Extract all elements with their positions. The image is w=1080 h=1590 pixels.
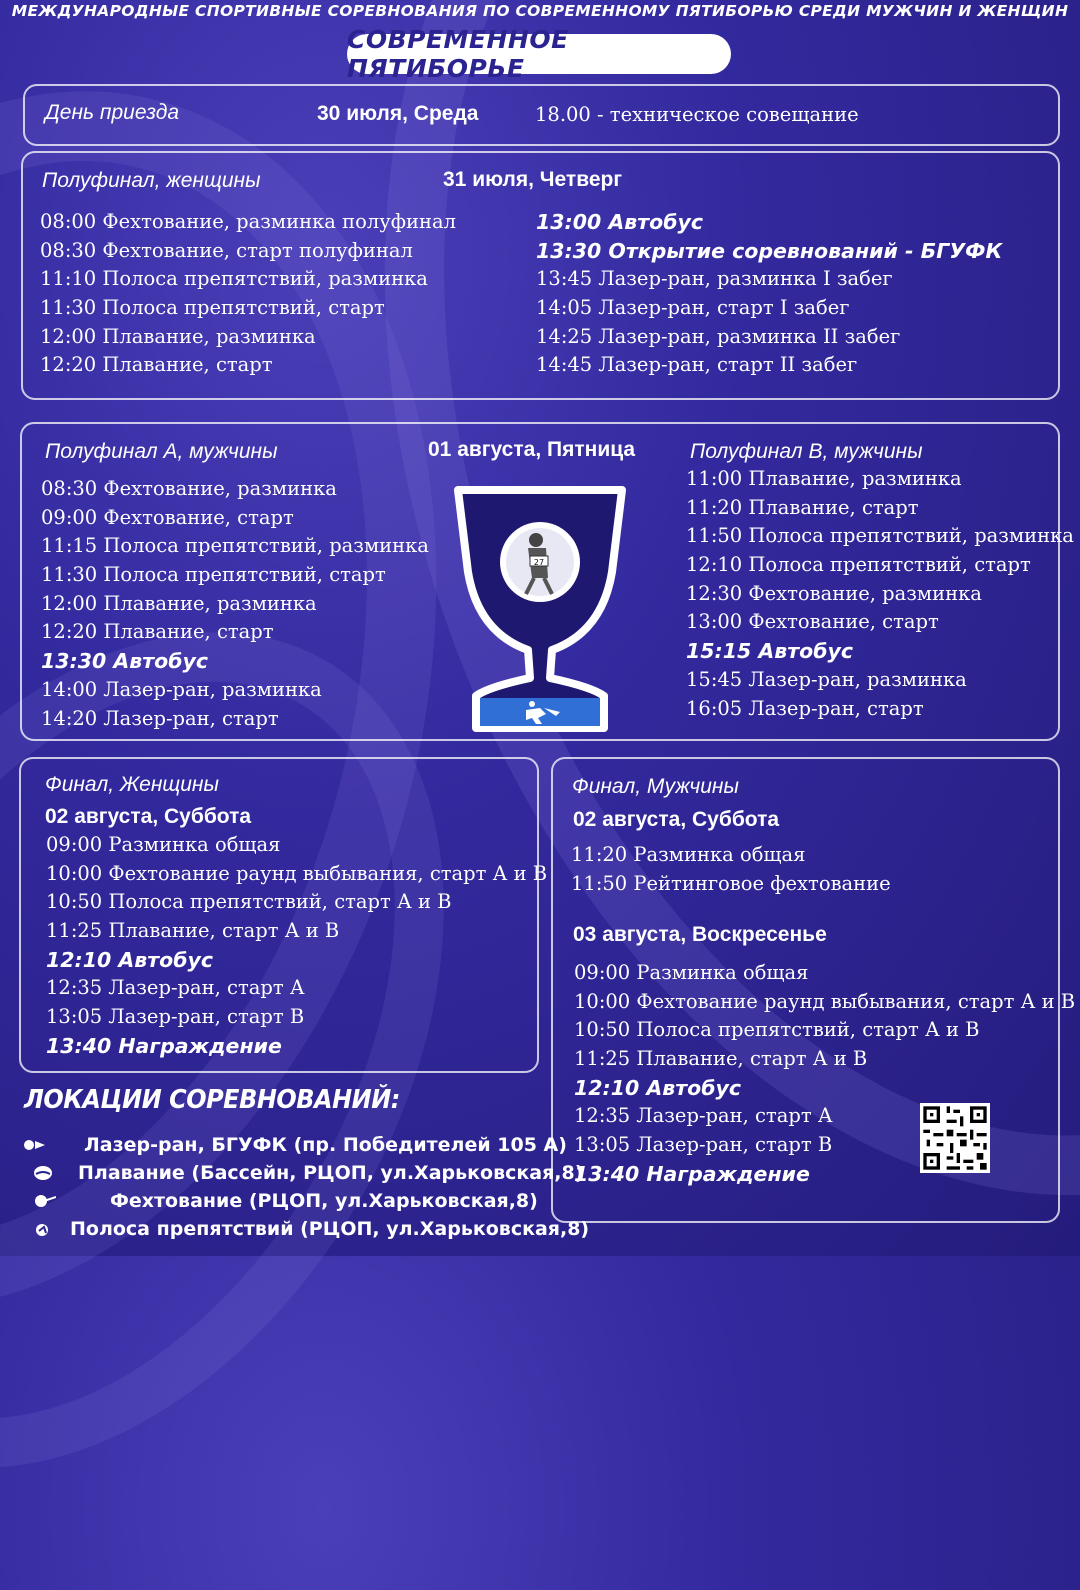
obstacle-icon (34, 1221, 56, 1237)
schedule-item: 11:20 Плавание, старт (686, 495, 919, 519)
day2-right-title: Полуфинал В, мужчины (690, 440, 923, 463)
fencing-icon (34, 1193, 56, 1209)
arrival-date: 30 июля, Среда (317, 102, 479, 125)
schedule-item: 13:30 Открытие соревнований - БГУФК (536, 238, 1003, 263)
schedule-item: 12:10 Автобус (46, 947, 214, 972)
final-men-list1 (571, 841, 891, 898)
schedule-item: 12:35 Лазер-ран, старт А (46, 976, 305, 1000)
final-women-box (19, 757, 548, 1073)
schedule-item: 10:50 Полоса препятствий, старт А и В (46, 890, 452, 914)
location-item: Фехтование (РЦОП, ул.Харьковская,8) (34, 1190, 538, 1212)
schedule-item: 13:40 Награждение (46, 1033, 282, 1058)
trophy-cup-icon (452, 482, 628, 732)
schedule-item: 13:05 Лазер-ран, старт В (46, 1005, 305, 1029)
schedule-item: 13:00 Автобус (536, 210, 704, 234)
schedule-item: 11:25 Плавание, старт А и В (46, 919, 340, 943)
schedule-item: 14:45 Лазер-ран, старт II забег (536, 353, 858, 377)
day1-box (21, 151, 1060, 400)
schedule-item: 11:30 Полоса препятствий, старт (41, 563, 386, 587)
schedule-item: 12:00 Плавание, разминка (41, 591, 317, 615)
schedule-item: 08:30 Фехтование, старт полуфинал (40, 238, 413, 262)
qr-code[interactable] (920, 1103, 990, 1173)
schedule-item: 14:20 Лазер-ран, старт (41, 706, 279, 730)
schedule-item: 10:00 Фехтование раунд выбывания, старт А и В (46, 861, 548, 885)
schedule-item: 12:10 Автобус (574, 1075, 742, 1100)
schedule-item: 13:05 Лазер-ран, старт В (574, 1133, 833, 1157)
schedule-item: 09:00 Фехтование, старт (41, 505, 294, 529)
bib-number: 27 (533, 558, 545, 567)
schedule-item: 10:00 Фехтование раунд выбывания, старт А и В (574, 989, 1076, 1013)
location-item: Полоса препятствий (РЦОП, ул.Харьковская,8) (34, 1218, 589, 1240)
schedule-item: 09:00 Разминка общая (46, 833, 281, 856)
schedule-item: 12:20 Плавание, старт (41, 620, 274, 644)
day1-left-list (40, 208, 456, 380)
location-item: Лазер-ран, БГУФК (пр. Победителей 105 А) (24, 1134, 567, 1156)
schedule-item: 11:50 Рейтинговое фехтование (571, 871, 891, 895)
schedule-item: 13:40 Награждение (574, 1161, 810, 1186)
final-men-date1: 02 августа, Суббота (573, 808, 780, 831)
day2-right-list (686, 465, 1074, 723)
schedule-item: 08:30 Фехтование, разминка (41, 477, 337, 500)
page-title: СОВРЕМЕННОЕ ПЯТИБОРЬЕ (347, 34, 731, 74)
schedule-item: 13:00 Фехтование, старт (686, 610, 939, 634)
event-subtitle: МЕЖДУНАРОДНЫЕ СПОРТИВНЫЕ СОРЕВНОВАНИЯ ПО СОВРЕМЕННОМУ ПЯТИБОРЬЮ СРЕДИ МУЖЧИН И ЖЕНЩИН (11, 2, 1069, 20)
day2-left-title: Полуфинал А, мужчины (45, 440, 278, 463)
schedule-item: 15:45 Лазер-ран, разминка (686, 667, 967, 691)
schedule-item: 11:15 Полоса препятствий, разминка (41, 534, 429, 558)
location-item: Плавание (Бассейн, РЦОП, ул.Харьковская,8) (34, 1162, 583, 1184)
schedule-item: 08:00 Фехтование, разминка полуфинал (40, 210, 456, 233)
arrival-box (23, 84, 1060, 146)
arrival-note: 18.00 - техническое совещание (535, 103, 859, 126)
schedule-item: 09:00 Разминка общая (574, 961, 809, 984)
schedule-item: 12:00 Плавание, разминка (40, 324, 316, 348)
day1-date: 31 июля, Четверг (443, 168, 623, 191)
schedule-item: 13:30 Автобус (41, 649, 209, 674)
schedule-item: 16:05 Лазер-ран, старт (686, 696, 924, 720)
day1-title: Полуфинал, женщины (42, 169, 261, 192)
arrival-label: День приезда (45, 101, 180, 124)
locations-title: ЛОКАЦИИ СОРЕВНОВАНИЙ: (24, 1085, 400, 1115)
schedule-item: 13:45 Лазер-ран, разминка I забег (536, 267, 893, 291)
schedule-item: 14:00 Лазер-ран, разминка (41, 677, 322, 701)
schedule-item: 11:25 Плавание, старт А и В (574, 1047, 868, 1071)
schedule-item: 15:15 Автобус (686, 639, 854, 664)
final-women-title: Финал, Женщины (45, 773, 219, 796)
schedule-item: 11:20 Разминка общая (571, 843, 806, 866)
laser-run-icon (24, 1137, 46, 1153)
schedule-item: 10:50 Полоса препятствий, старт А и В (574, 1018, 980, 1042)
final-men-title: Финал, Мужчины (572, 775, 739, 798)
schedule-item: 14:05 Лазер-ран, старт I забег (536, 296, 850, 320)
schedule-item: 11:10 Полоса препятствий, разминка (40, 267, 428, 291)
schedule-item: 14:25 Лазер-ран, разминка II забег (536, 324, 901, 348)
day2-left-list (41, 475, 429, 733)
final-men-list2 (574, 959, 1075, 1189)
final-men-date2: 03 августа, Воскресенье (573, 923, 827, 946)
schedule-item: 11:50 Полоса препятствий, разминка (686, 524, 1074, 548)
schedule-item: 12:10 Полоса препятствий, старт (686, 553, 1031, 577)
schedule-item: 11:30 Полоса препятствий, старт (40, 296, 385, 320)
schedule-item: 12:30 Фехтование, разминка (686, 581, 982, 605)
schedule-item: 12:20 Плавание, старт (40, 353, 273, 377)
schedule-item: 12:35 Лазер-ран, старт А (574, 1104, 833, 1128)
day2-date: 01 августа, Пятница (428, 438, 636, 461)
swimming-icon (34, 1165, 56, 1181)
day1-right-list (536, 208, 1002, 380)
final-women-list (46, 831, 547, 1061)
schedule-item: 11:00 Плавание, разминка (686, 467, 962, 490)
final-women-date: 02 августа, Суббота (45, 805, 252, 828)
